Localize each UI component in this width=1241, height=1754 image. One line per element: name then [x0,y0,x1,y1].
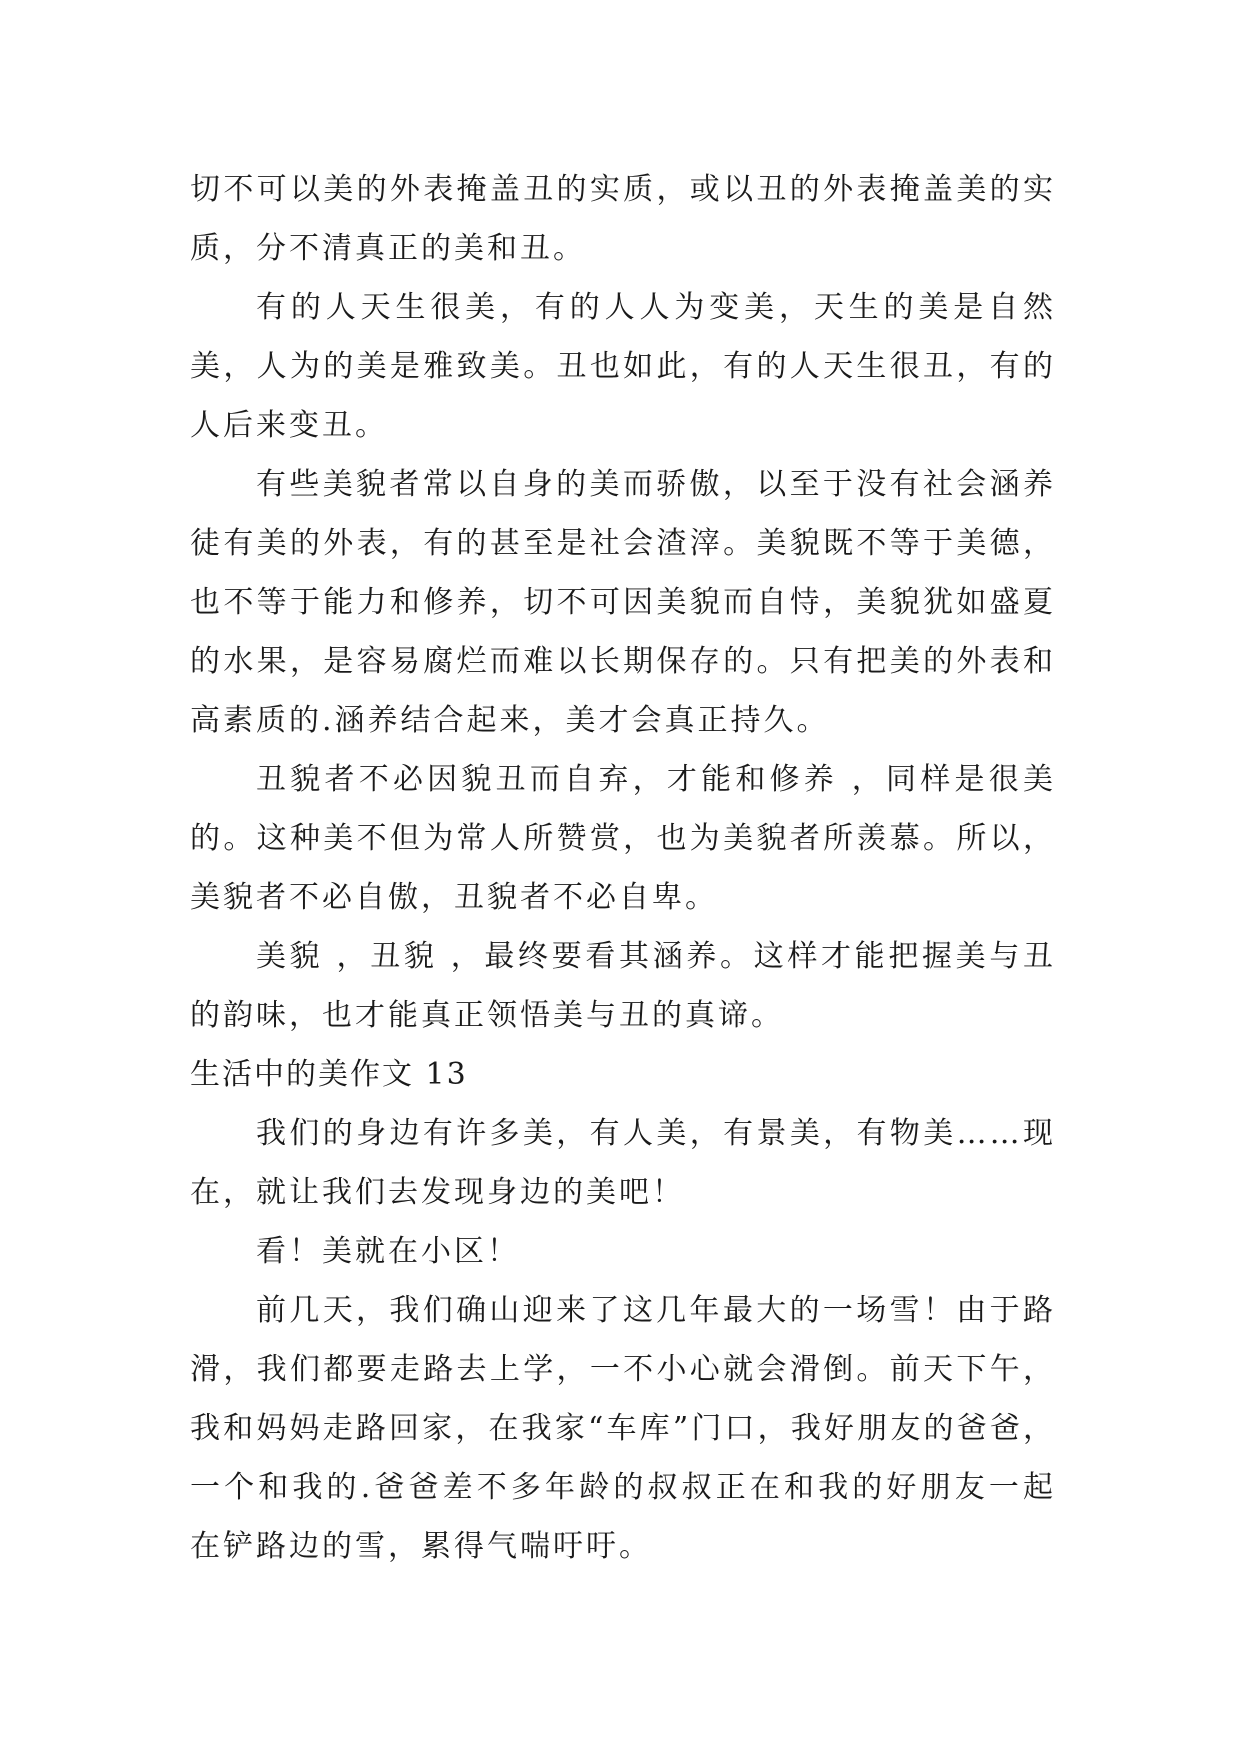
paragraph-continuation: 切不可以美的外表掩盖丑的实质，或以丑的外表掩盖美的实质，分不清真正的美和丑。 [190,172,1056,266]
paragraph-beauty-around: 我们的身边有许多美，有人美，有景美，有物美……现在，就让我们去发现身边的美吧！ [190,1116,1056,1210]
paragraph-natural-beauty: 有的人天生很美，有的人人为变美，天生的美是自然美，人为的美是雅致美。丑也如此，有的人天生很丑，有的人后来变丑。 [190,290,1056,443]
paragraph-cultivation: 美貌 ，丑貌 ，最终要看其涵养。这样才能把握美与丑的韵味，也才能真正领悟美与丑的真谛。 [190,939,1056,1033]
section-heading: 生活中的美作文 13 [190,1057,468,1092]
paragraph-ugly-appearance: 丑貌者不必因貌丑而自弃，才能和修养 ，同样是很美的。这种美不但为常人所赞赏，也为美貌者所羡慕。所以，美貌者不必自傲，丑貌者不必自卑。 [190,762,1056,915]
paragraph-beauty-pride: 有些美貌者常以自身的美而骄傲，以至于没有社会涵养徒有美的外表，有的甚至是社会渣滓。美貌既不等于美德，也不等于能力和修养，切不可因美貌而自恃，美貌犹如盛夏的水果，是容易腐烂而难以长期保存的。只有把美的外表和高素质的.涵养结合起来，美才会真正持久。 [190,467,1056,738]
document-body [190,160,1056,1576]
paragraph-community: 看！美就在小区！ [256,1234,520,1269]
paragraph-snow-story: 前几天，我们确山迎来了这几年最大的一场雪！由于路滑，我们都要走路去上学，一不小心就会滑倒。前天下午，我和妈妈走路回家，在我家“车库”门口，我好朋友的爸爸，一个和我的.爸爸差不多年龄的叔叔正在和我的好朋友一起在铲路边的雪，累得气喘吁吁。 [190,1293,1056,1564]
